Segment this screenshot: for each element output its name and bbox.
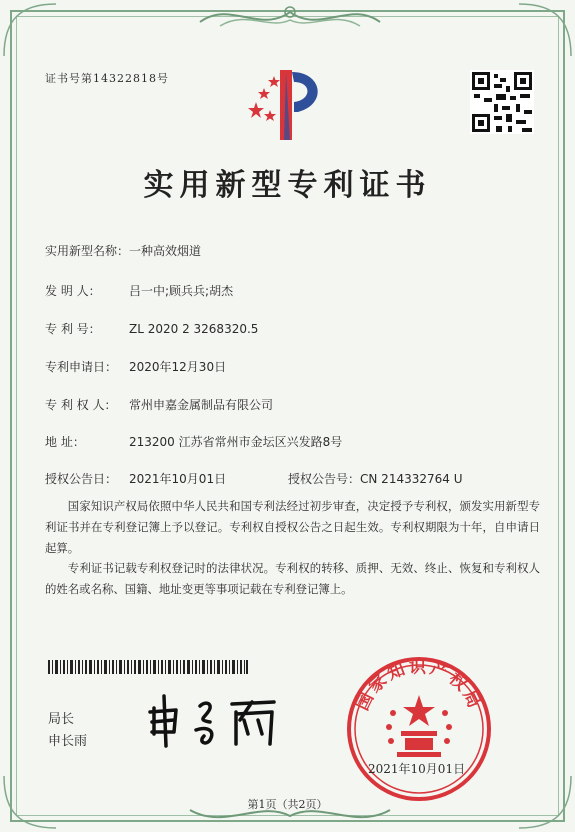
field-label: 专 利 号： — [45, 322, 101, 336]
field-address — [45, 433, 342, 450]
field-patent-number — [45, 320, 258, 337]
field-value: CN 214332764 U — [360, 472, 463, 486]
field-value: 常州申嘉金属制品有限公司 — [129, 398, 274, 412]
field-label: 专 利 权 人： — [45, 398, 117, 412]
director-name: 申长雨 — [48, 734, 88, 749]
field-label: 发 明 人： — [45, 284, 101, 298]
certificate-title: 实用新型专利证书 — [143, 168, 432, 203]
corner-ornament-top-left — [0, 0, 60, 60]
field-utility-model-name — [45, 242, 201, 259]
body-paragraph-1: 国家知识产权局依照中华人民共和国专利法经过初步审查，决定授予专利权，颁发实用新型专利证书并在专利登记簿上予以登记。专利权自授权公告之日起生效。专利权期限为十年，自申请日起算。 — [45, 499, 540, 555]
field-label: 地 址： — [45, 435, 85, 449]
field-value: 213200 江苏省常州市金坛区兴发路8号 — [129, 435, 343, 449]
corner-ornament-top-right — [515, 0, 575, 60]
field-value: 吕一中;顾兵兵;胡杰 — [129, 284, 234, 298]
patent-logo-icon — [236, 64, 336, 144]
certificate-number: 证书号第14322818号 — [45, 72, 169, 85]
body-paragraph-2: 专利证书记载专利权登记时的法律状况。专利权的转移、质押、无效、终止、恢复和专利权人的姓名或名称、国籍、地址变更等事项记载在专利登记簿上。 — [45, 561, 540, 596]
field-grant-date — [45, 470, 226, 487]
field-filing-date — [45, 358, 226, 375]
qr-code — [470, 70, 534, 134]
field-label: 授权公告日： — [45, 472, 118, 486]
seal-date: 2021年10月01日 — [368, 762, 466, 776]
field-value: 2021年10月01日 — [129, 472, 227, 486]
seal-text: 国家知识产权局 — [352, 657, 486, 714]
official-seal — [345, 655, 493, 803]
field-grant-number — [288, 470, 463, 487]
field-label: 实用新型名称： — [45, 244, 130, 258]
field-value: 2020年12月30日 — [129, 360, 227, 374]
barcode — [48, 660, 248, 674]
director-signature — [140, 690, 290, 750]
field-value: 一种高效烟道 — [129, 244, 202, 258]
field-patentee — [45, 396, 273, 413]
director-title: 局长 — [48, 712, 75, 727]
field-inventor — [45, 282, 233, 299]
field-label: 授权公告号： — [288, 472, 361, 486]
top-ornament — [190, 0, 390, 34]
page-number: 第1页（共2页） — [247, 798, 328, 811]
field-label: 专利申请日： — [45, 360, 118, 374]
field-value: ZL 2020 2 3268320.5 — [129, 322, 259, 336]
